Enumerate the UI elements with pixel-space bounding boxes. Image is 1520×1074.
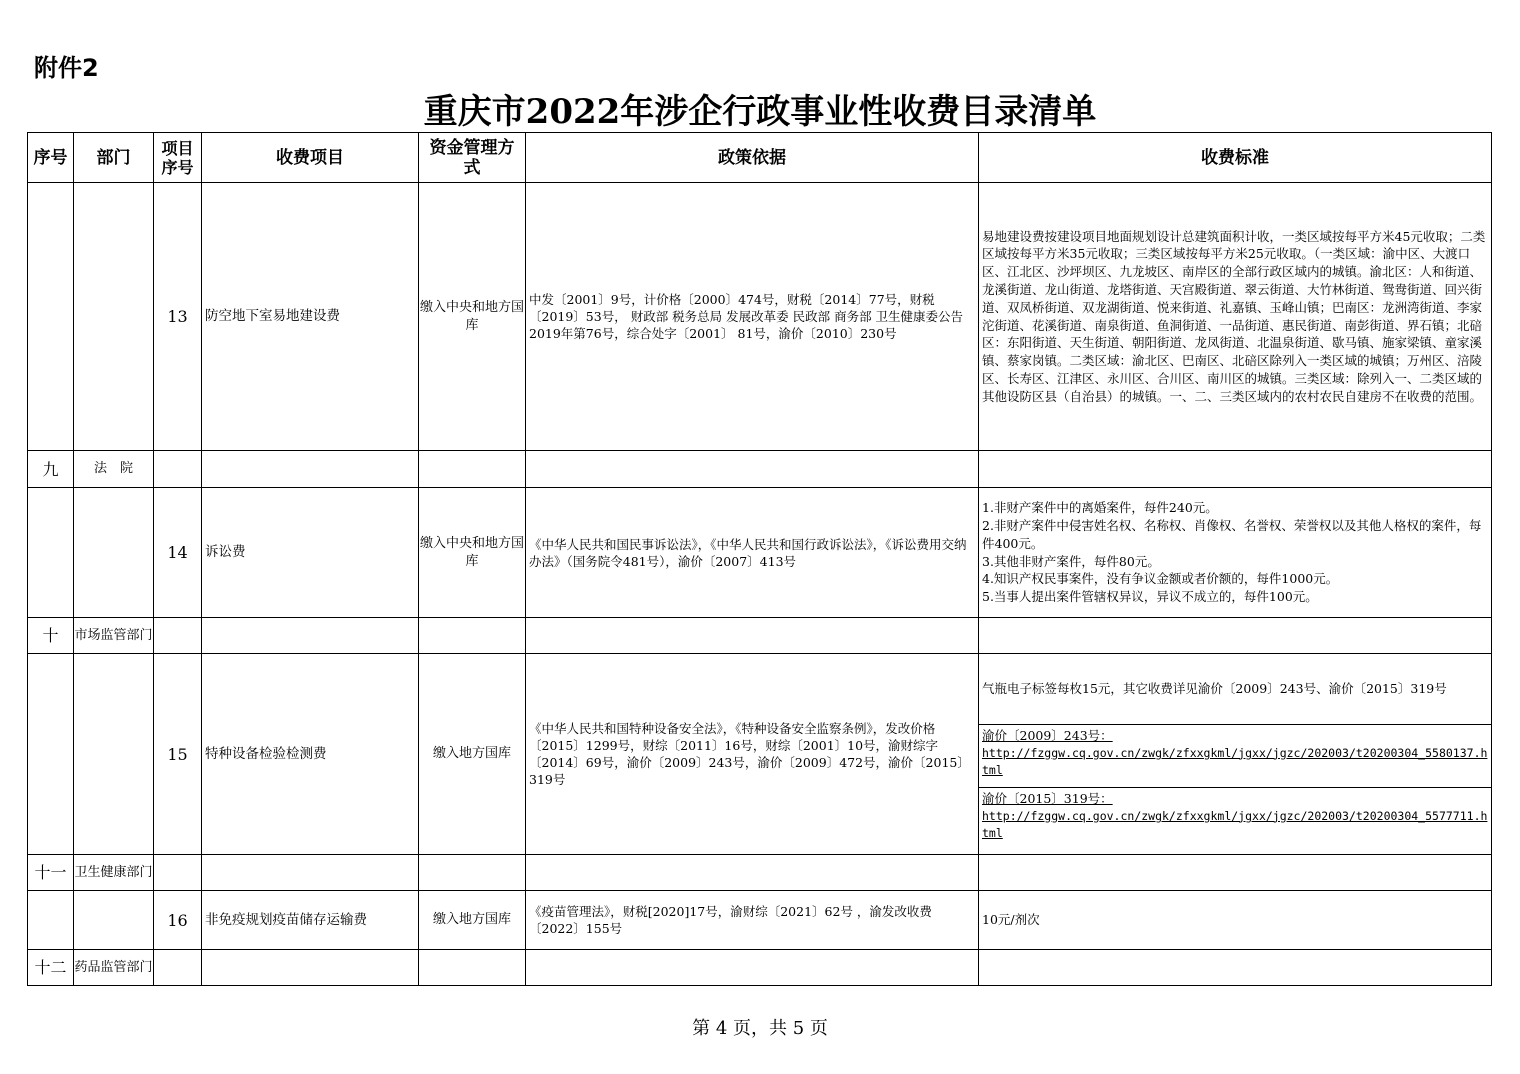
section-seq: 十二 (28, 950, 74, 986)
seq-cell (28, 183, 74, 451)
page-footer: 第 4 页，共 5 页 (692, 1018, 828, 1039)
item-seq-cell: 16 (154, 891, 202, 950)
fee-table (27, 132, 1492, 986)
link-label: 渝价〔2015〕319号： (982, 791, 1113, 806)
fund-cell: 缴入中央和地方国库 (419, 183, 526, 451)
policy-cell: 《中华人民共和国民事诉讼法》，《中华人民共和国行政诉讼法》，《诉讼费用交纳办法》（国务院令481号），渝价〔2007〕413号 (526, 488, 979, 618)
regulation-link[interactable]: http://fzggw.cq.gov.cn/zwgk/zfxxgkml/jgxx/jgzc/202003/t20200304_5577711.html (982, 808, 1488, 840)
document-title: 重庆市2022年涉企行政事业性收费目录清单 (423, 92, 1097, 132)
fund-cell: 缴入中央和地方国库 (419, 488, 526, 618)
section-row (28, 618, 1492, 654)
section-dept: 卫生健康部门 (74, 855, 154, 891)
standard-line: 2.非财产案件中侵害姓名权、名称权、肖像权、名誉权、荣誉权以及其他人格权的案件，每件400元。 (982, 517, 1482, 551)
standard-cell (979, 488, 1492, 618)
attachment-label: 附件2 (34, 54, 99, 82)
dept-cell (74, 891, 154, 950)
standard-line: 5.当事人提出案件管辖权异议，异议不成立的，每件100元。 (982, 589, 1318, 605)
fund-cell: 缴入地方国库 (419, 891, 526, 950)
seq-cell (28, 654, 74, 855)
standard-line: 3.其他非财产案件，每件80元。 (982, 553, 1160, 569)
section-row (28, 950, 1492, 986)
standard-cell: 易地建设费按建设项目地面规划设计总建筑面积计收，一类区域按每平方米45元收取；二类区域按每平方米35元收取；三类区域按每平方米25元收取。（一类区域：渝中区、大渡口区、江北区、沙坪坝区、九龙坡区、南岸区的全部行政区域内的城镇。渝北区：人和街道、龙溪街道、龙山街道、龙塔街道、天宫殿街道、翠云街道、大竹林街道、鸳鸯街道、回兴街道、双凤桥街道、双龙湖街道、悦来街道、礼嘉镇、玉峰山镇；巴南区：龙洲湾街道、李家沱街道、花溪街道、南泉街道、鱼洞街道、一品街道、惠民街道、南彭街道、界石镇；北碚区：东阳街道、天生街道、朝阳街道、龙凤街道、北温泉街道、歇马镇、施家梁镇、童家溪镇、蔡家岗镇。二类区域：渝北区、巴南区、北碚区除列入一类区域的城镇；万州区、涪陵区、长寿区、江津区、永川区、合川区、南川区的城镇。三类区域：除列入一、二类区域的其他设防区县（自治县）的城镇。一、二、三类区域内的农村农民自建房不在收费的范围。 (979, 183, 1492, 451)
dept-cell (74, 183, 154, 451)
standard-cell (979, 654, 1492, 855)
fund-cell: 缴入地方国库 (419, 654, 526, 855)
item-cell: 非免疫规划疫苗储存运输费 (202, 891, 419, 950)
seq-cell (28, 891, 74, 950)
standard-cell: 10元/剂次 (979, 891, 1492, 950)
dept-cell (74, 654, 154, 855)
header-policy: 政策依据 (526, 133, 979, 183)
standard-line: 1.非财产案件中的离婚案件，每件240元。 (982, 500, 1218, 516)
dept-cell (74, 488, 154, 618)
header-seq: 序号 (28, 133, 74, 183)
item-seq-cell: 13 (154, 183, 202, 451)
section-dept: 市场监管部门 (74, 618, 154, 654)
item-cell: 诉讼费 (202, 488, 419, 618)
standard-main: 气瓶电子标签每枚15元，其它收费详见渝价〔2009〕243号、渝价〔2015〕319号 (979, 654, 1491, 725)
table-row (28, 488, 1492, 618)
section-dept: 药品监管部门 (74, 950, 154, 986)
table-row (28, 183, 1492, 451)
standard-link-block-2 (979, 788, 1491, 854)
policy-cell: 中发〔2001〕9号，计价格〔2000〕474号，财税〔2014〕77号，财税〔2019〕53号， 财政部 税务总局 发展改革委 民政部 商务部 卫生健康委公告2019年第76号，综合处字〔2001〕 81号，渝价〔2010〕230号 (526, 183, 979, 451)
section-seq: 十一 (28, 855, 74, 891)
standard-link-block-1 (979, 725, 1491, 788)
table-row (28, 654, 1492, 855)
policy-cell: 《疫苗管理法》，财税[2020]17号，渝财综〔2021〕62号 ，渝发改收费〔2022〕155号 (526, 891, 979, 950)
regulation-link[interactable]: http://fzggw.cq.gov.cn/zwgk/zfxxgkml/jgxx/jgzc/202003/t20200304_5580137.html (982, 745, 1488, 777)
item-cell: 特种设备检验检测费 (202, 654, 419, 855)
header-dept: 部门 (74, 133, 154, 183)
section-row (28, 451, 1492, 488)
header-row (28, 133, 1492, 183)
section-row (28, 855, 1492, 891)
item-seq-cell: 15 (154, 654, 202, 855)
item-cell: 防空地下室易地建设费 (202, 183, 419, 451)
link-label: 渝价〔2009〕243号： (982, 728, 1113, 743)
item-seq-cell: 14 (154, 488, 202, 618)
section-dept: 法 院 (74, 451, 154, 488)
header-item-seq: 项目序号 (154, 133, 202, 183)
header-standard: 收费标准 (979, 133, 1492, 183)
table-row (28, 891, 1492, 950)
standard-line: 4.知识产权民事案件，没有争议金额或者价额的，每件1000元。 (982, 571, 1339, 587)
header-fund: 资金管理方式 (419, 133, 526, 183)
section-seq: 九 (28, 451, 74, 488)
seq-cell (28, 488, 74, 618)
header-item: 收费项目 (202, 133, 419, 183)
policy-cell: 《中华人民共和国特种设备安全法》，《特种设备安全监察条例》，发改价格〔2015〕1299号，财综〔2011〕16号，财综〔2001〕10号，渝财综字〔2014〕69号，渝价〔2009〕243号，渝价〔2009〕472号，渝价〔2015〕319号 (526, 654, 979, 855)
section-seq: 十 (28, 618, 74, 654)
